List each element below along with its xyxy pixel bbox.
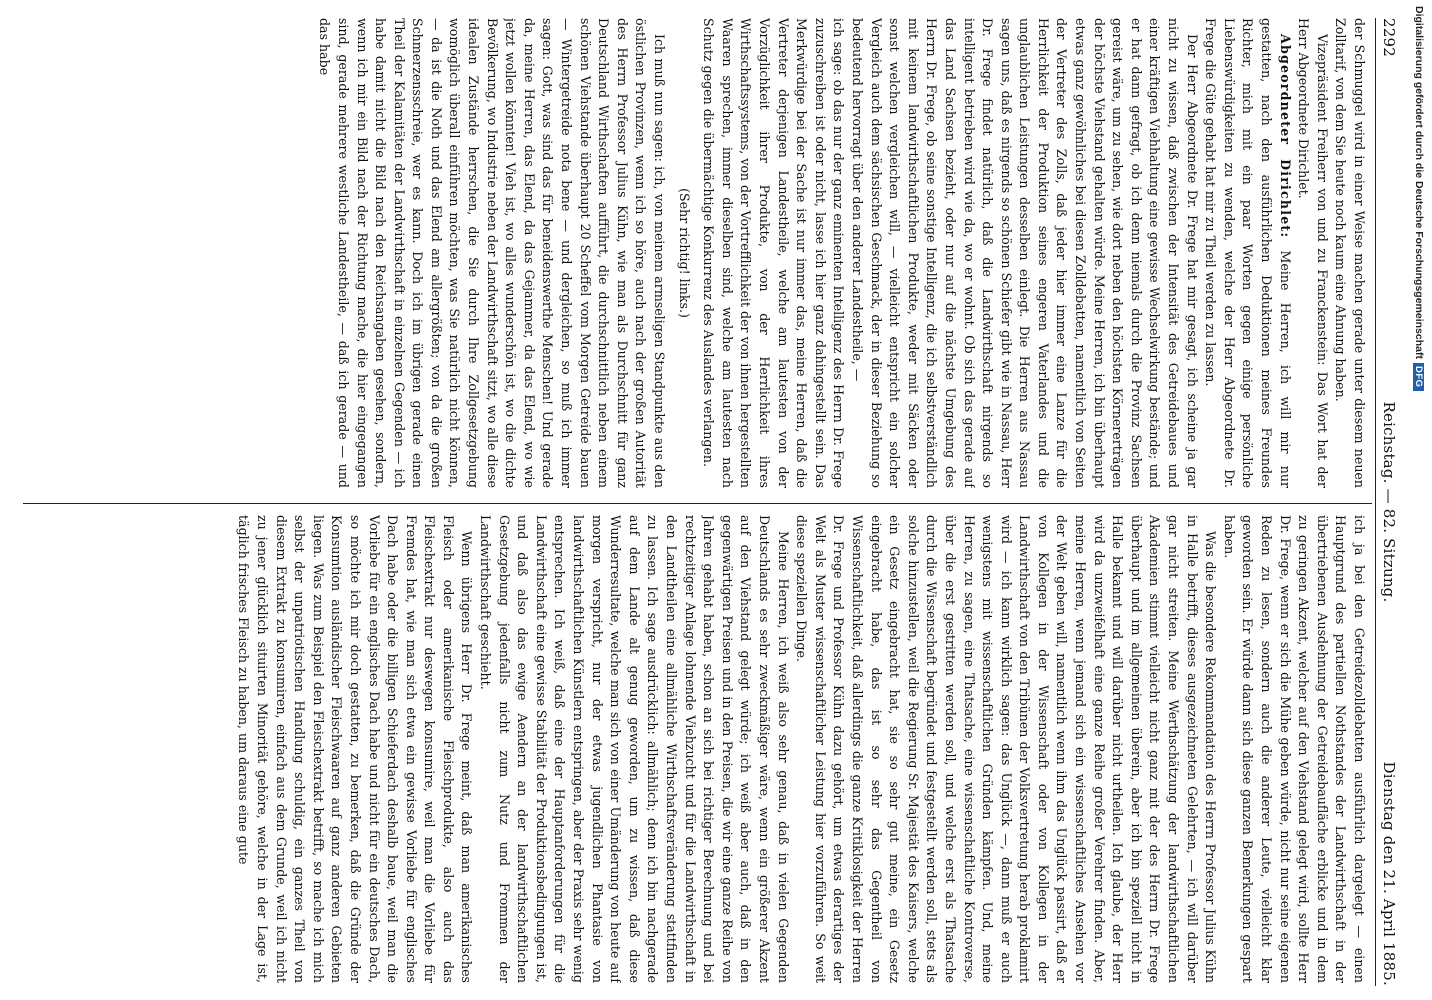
- paragraph: Meine Herren, ich weiß also sehr genau, daß in vielen Gegenden Deutschlands es sehr zweckmäßiger wäre, wenn ein größerer Akzent auf den Viehstand gelegt würde; ich weiß aber auch, daß in den gegenwärtigen Preisen und in den Preisen, die wir eine ganze Reihe von Jahren gehabt haben, schon an sich bei richtiger Berechnung und bei rechtzeitiger Anlage lohnende Viehzucht und für die Landwirthschaft in den Landtheilen eine allmähliche Wirthschaftsveränderung stattfinden zu lassen. Ich sage ausdrücklich: allmählich; denn ich bin nachgerade auf dem Lande alt genug geworden, um zu wissen, daß diese Wunderresultate, welche man sich von einer Umänderung von heute auf morgen verspricht, nur der etwas jugendlichen Phantasie von landwirthschaftlichen Künstlern entspringen, aber der Praxis sehr wenig entsprechen. Ich weiß, daß eine der Hauptanforderungen für die Landwirthschaft eine gewisse Stabilität der Produktionsbedingungen ist, und daß also das ewige Aendern an der landwirthschaftlichen Gesetzgebung jedenfalls nicht zum Nutz und Frommen der Landwirthschaft geschieht.: [478, 515, 791, 983]
- column-divider: [23, 503, 1372, 504]
- paragraph: Wenn übrigens Herr Dr. Frege meint, daß man amerikanisches Fleisch oder amerikanische Fleischprodukte, also auch das Fleischextrakt nur deswegen konsumire, weil man die Vorliebe für Fremdes hat, wie man sich etwa ein gewisse Vorliebe für englisches Dach habe oder die billigen Schieferdach deshalb baue, weil man die Vorliebe für ein englisches Dach habe und nicht für ein deutsches Dach, so möchte ich mir doch gestatten, zu bemerken, daß die Gründe der Konsumtion ausländischer Fleischwaaren auf ganz anderen Gebieten liegen. Was zum Beispiel den Fleischextrakt betrifft, so mache ich mich selbst der unpatriotischen Handlung schuldig, ein ganzes Theil von diesem Extrakt zu konsumiren, einfach aus dem Grunde, weil ich nicht zu jener glücklich situirten Minorität gehöre, welche in der Lage ist, täglich frisches Fleisch zu haben, um daraus eine gute: [236, 515, 475, 983]
- speech-paragraph: [1201, 18, 1294, 488]
- paragraph: Ich muß nun sagen: ich, von meinem armseligen Standpunkte aus den östlichen Provinzen, wenn ich so höre, auch nach der großen Autorität des Herrn Professor Julius Kühn, wie man als Durchschnitt für ganz Deutschland Wirthschaften aufführt, die durchschnittlich neben einem schönen Viehstande überhaupt 20 Scheffel vom Morgen Getreide bauen — Wintergetreide nota bene — und dergleichen, so muß ich immer sagen: Gott, was sind das für beneidenswerthe Menschen! Und gerade da, meine Herren, das Elend, da das Gejammer, da das Elend, wo wie jetzt wollen könnten! Vieh ist, wo alles wunderschön ist, wo die dichte Bevölkerung, wo Industrie neben der Landwirthschaft sitzt, wo alle diese idealen Zustände herrschen, die Sie durch Ihre Zollgesetzgebung womöglich überall einführen möchten, was Sie natürlich nicht können, — da ist die Noth und das Elend am allergrößten; von da die großen Schmerzensschreie, wer es kann. Doch ich im übrigen gerade einen Theil der Kalamitäten der Landwirthschaft in einzelnen Gegenden — ich habe damit nicht die Bild nach den Reichsangaben gesehen, sondern, wenn ich mir ein Bild nach der Richtung mache, die hier eingegangen sind, gerade mehrere westliche Landestheile, — daß ich gerade — und das habe: [317, 18, 668, 488]
- speaker-name: Abgeordneter Dirichlet:: [1277, 34, 1293, 239]
- running-head: [1375, 18, 1402, 986]
- credit-text: Digitalisierung gefördert durch die Deutsche Forschungsgemeinschaft: [1413, 6, 1425, 359]
- interjection: (Sehr richtig! links.): [676, 188, 692, 318]
- paragraph: Der Herr Abgeordnete Dr. Frege hat mir gesagt, ich scheine ja gar nicht zu wissen, daß zwischen der Intensität des Getreidebaues und einer kräftigen Viehhaltung eine gewisse Wechselwirkung bestände; und er hat dann gefragt, ob ich denn niemals durch die Provinz Sachsen gereist wäre, um zu sehen, wie dort neben den höchsten Körnererträgen der höchste Viehstand gehalten würde. Meine Herren, ich bin überhaupt etwas ganz gewöhnliches bei diesen Zolldebatten, namentlich von Seiten der Vertreter des Zolls, daß jeder hier immer eine Lanze für die Herrlichkeit der Produktion seines engeren Vaterlandes und die unglaublichen Leistungen desselben einlegt. Die Herren aus Nassau sagen uns, daß es nirgends so schönen Schiefer gibt wie in Nassau, Herr Dr. Frege findet natürlich, daß die Landwirthschaft nirgends so intelligent betrieben wird wie da, wo er wohnt. Ob sich das gerade auf das Land Sachsen bezieht, oder nur auf die nächste Umgebung des Herrn Dr. Frege, ob seine sonstige Intelligenz, die ich selbstverständlich mit keinem landwirthschaftlichen Produkte, weder mit Säcken oder sonst welchen vergleichen will, — vielleicht entspricht ein solcher Vergleich auch dem sächsischen Geschmack, der in dieser Beziehung so bedeutend hervorragt über den anderer Landestheile, —: [849, 18, 1200, 488]
- right-column: [21, 515, 1368, 983]
- presidium-paragraph: Vizepräsident Freiherr von und zu Franckenstein: Das Wort hat der Herr Abgeordnete Dirichlet.: [1296, 18, 1330, 488]
- paragraph: ich sage: ob das nur der ganz eminenten Intelligenz des Herrn Dr. Frege zuzuschreiben ist oder nicht, lasse ich hier ganz dahingestellt sein. Das Merkwürdige bei der Sache ist nur immer das, meine Herren, daß die Vertreter derjenigen Landestheile, welche am lautesten von der Vorzüglichkeit ihrer Produkte, von der Herrlichkeit ihres Wirthschaftssystems, von der Vortrefflichkeit der von ihnen hergestellten Waaren sprechen, immer dieselben sind, welche am lautesten nach Schutz gegen die übermächtige Konkurrenz des Auslandes verlangen.: [701, 18, 847, 488]
- document-page: [15, 0, 1410, 1000]
- paragraph: Was die besondere Rekommandation des Herrn Professor Julius Kühn in Halle betrifft, dieses ausgezeichneten Gelehrten, — ich will darüber gar nicht streiten. Meine Werthschätzung der landwirthschaftlichen Akademien stimmt vielleicht nicht ganz mit der des Herrn Dr. Frege überhaupt und im allgemeinen überein, aber ich bin speziell nicht in Halle bekannt und will darüber nicht urtheilen. Ich glaube, der Herr wird da unzweifelhaft eine ganze Reihe großer Verehrer finden. Aber, meine Herren, wenn jemand sich ein wissenschaftliches Ansehen vor der Welt geben will, namentlich wenn ihm das Unglück passirt, daß er von Kollegen in der Wissenschaft oder von Kollegen in der Landwirthschaft von den Tribünen der Volksvertretung herab proklamirt wird — ich kann wirklich sagen: das Unglück —, dann muß er auch wenigstens mit wissenschaftlichen Gründen kämpfen. Und, meine Herren, zu sagen, eine Thatsache, eine wissenschaftliche Kontroverse, über die erst gestritten werden soll, und welche erst als Thatsache durch die Wissenschaft begründet und festgestellt werden soll, stets als solche hinzustellen, weil die Regierung Sr. Majestät des Kaisers, welche ein Gesetz eingebracht hat, sie so sehr gut meine, ein Gesetz eingebracht habe, das ist so sehr das Gegentheil von Wissenschaftlichkeit, daß allerdings die ganze Kritiklosigkeit der Herren Dr. Frege und Professor Kühn dazu gehört, um etwas derartiges der Welt als Muster wissenschaftlicher Leistung hier vorzuführen. So weit diese speziellen Dinge.: [794, 515, 1219, 983]
- dfg-logo-icon: DFG: [1414, 363, 1425, 391]
- page-header-date: Dienstag den 21. April 1885.: [1380, 761, 1398, 986]
- paragraph: der Schmuggel wird in einer Weise machen gerade unter diesem neuen Zolltarif, von dem Sie heute noch kaum eine Ahnung haben.: [1333, 18, 1367, 488]
- speech-text: Meine Herren, ich will mir nur gestatten, nach den ausführlichen Deduktionen meines Freundes Richter, mich mit ein paar Worten gegen einige persönliche Liebenswürdigkeiten zu wenden, welche der Herr Abgeordnete Dr. Frege die Güte gehabt hat mir zu Theil werden zu lassen.: [1203, 18, 1293, 488]
- page-header-title: Reichstag. — 82. Sitzung.: [1380, 401, 1398, 603]
- digitization-credit: [1413, 6, 1425, 391]
- page-number: 2292: [1380, 18, 1398, 57]
- paragraph: ich ja bei den Getreidezolldebatten ausführlich dargelegt — einen Hauptgrund des partiellen Nothstandes der Landwirthschaft in der übertriebenen Ausdehnung der Getreidebaufläche erblicke und in dem zu geringen Akzent, welcher auf den Viehstand gelegt wird, sollte Herr Dr. Frege, wenn er sich die Mühe geben würde, nicht nur seine eigenen Reden zu lesen, sondern auch die anderer Leute, vielleicht klar geworden sein. Er würde dann sich diese ganzen Bemerkungen gespart haben.: [1221, 515, 1367, 983]
- left-column: [21, 18, 1368, 488]
